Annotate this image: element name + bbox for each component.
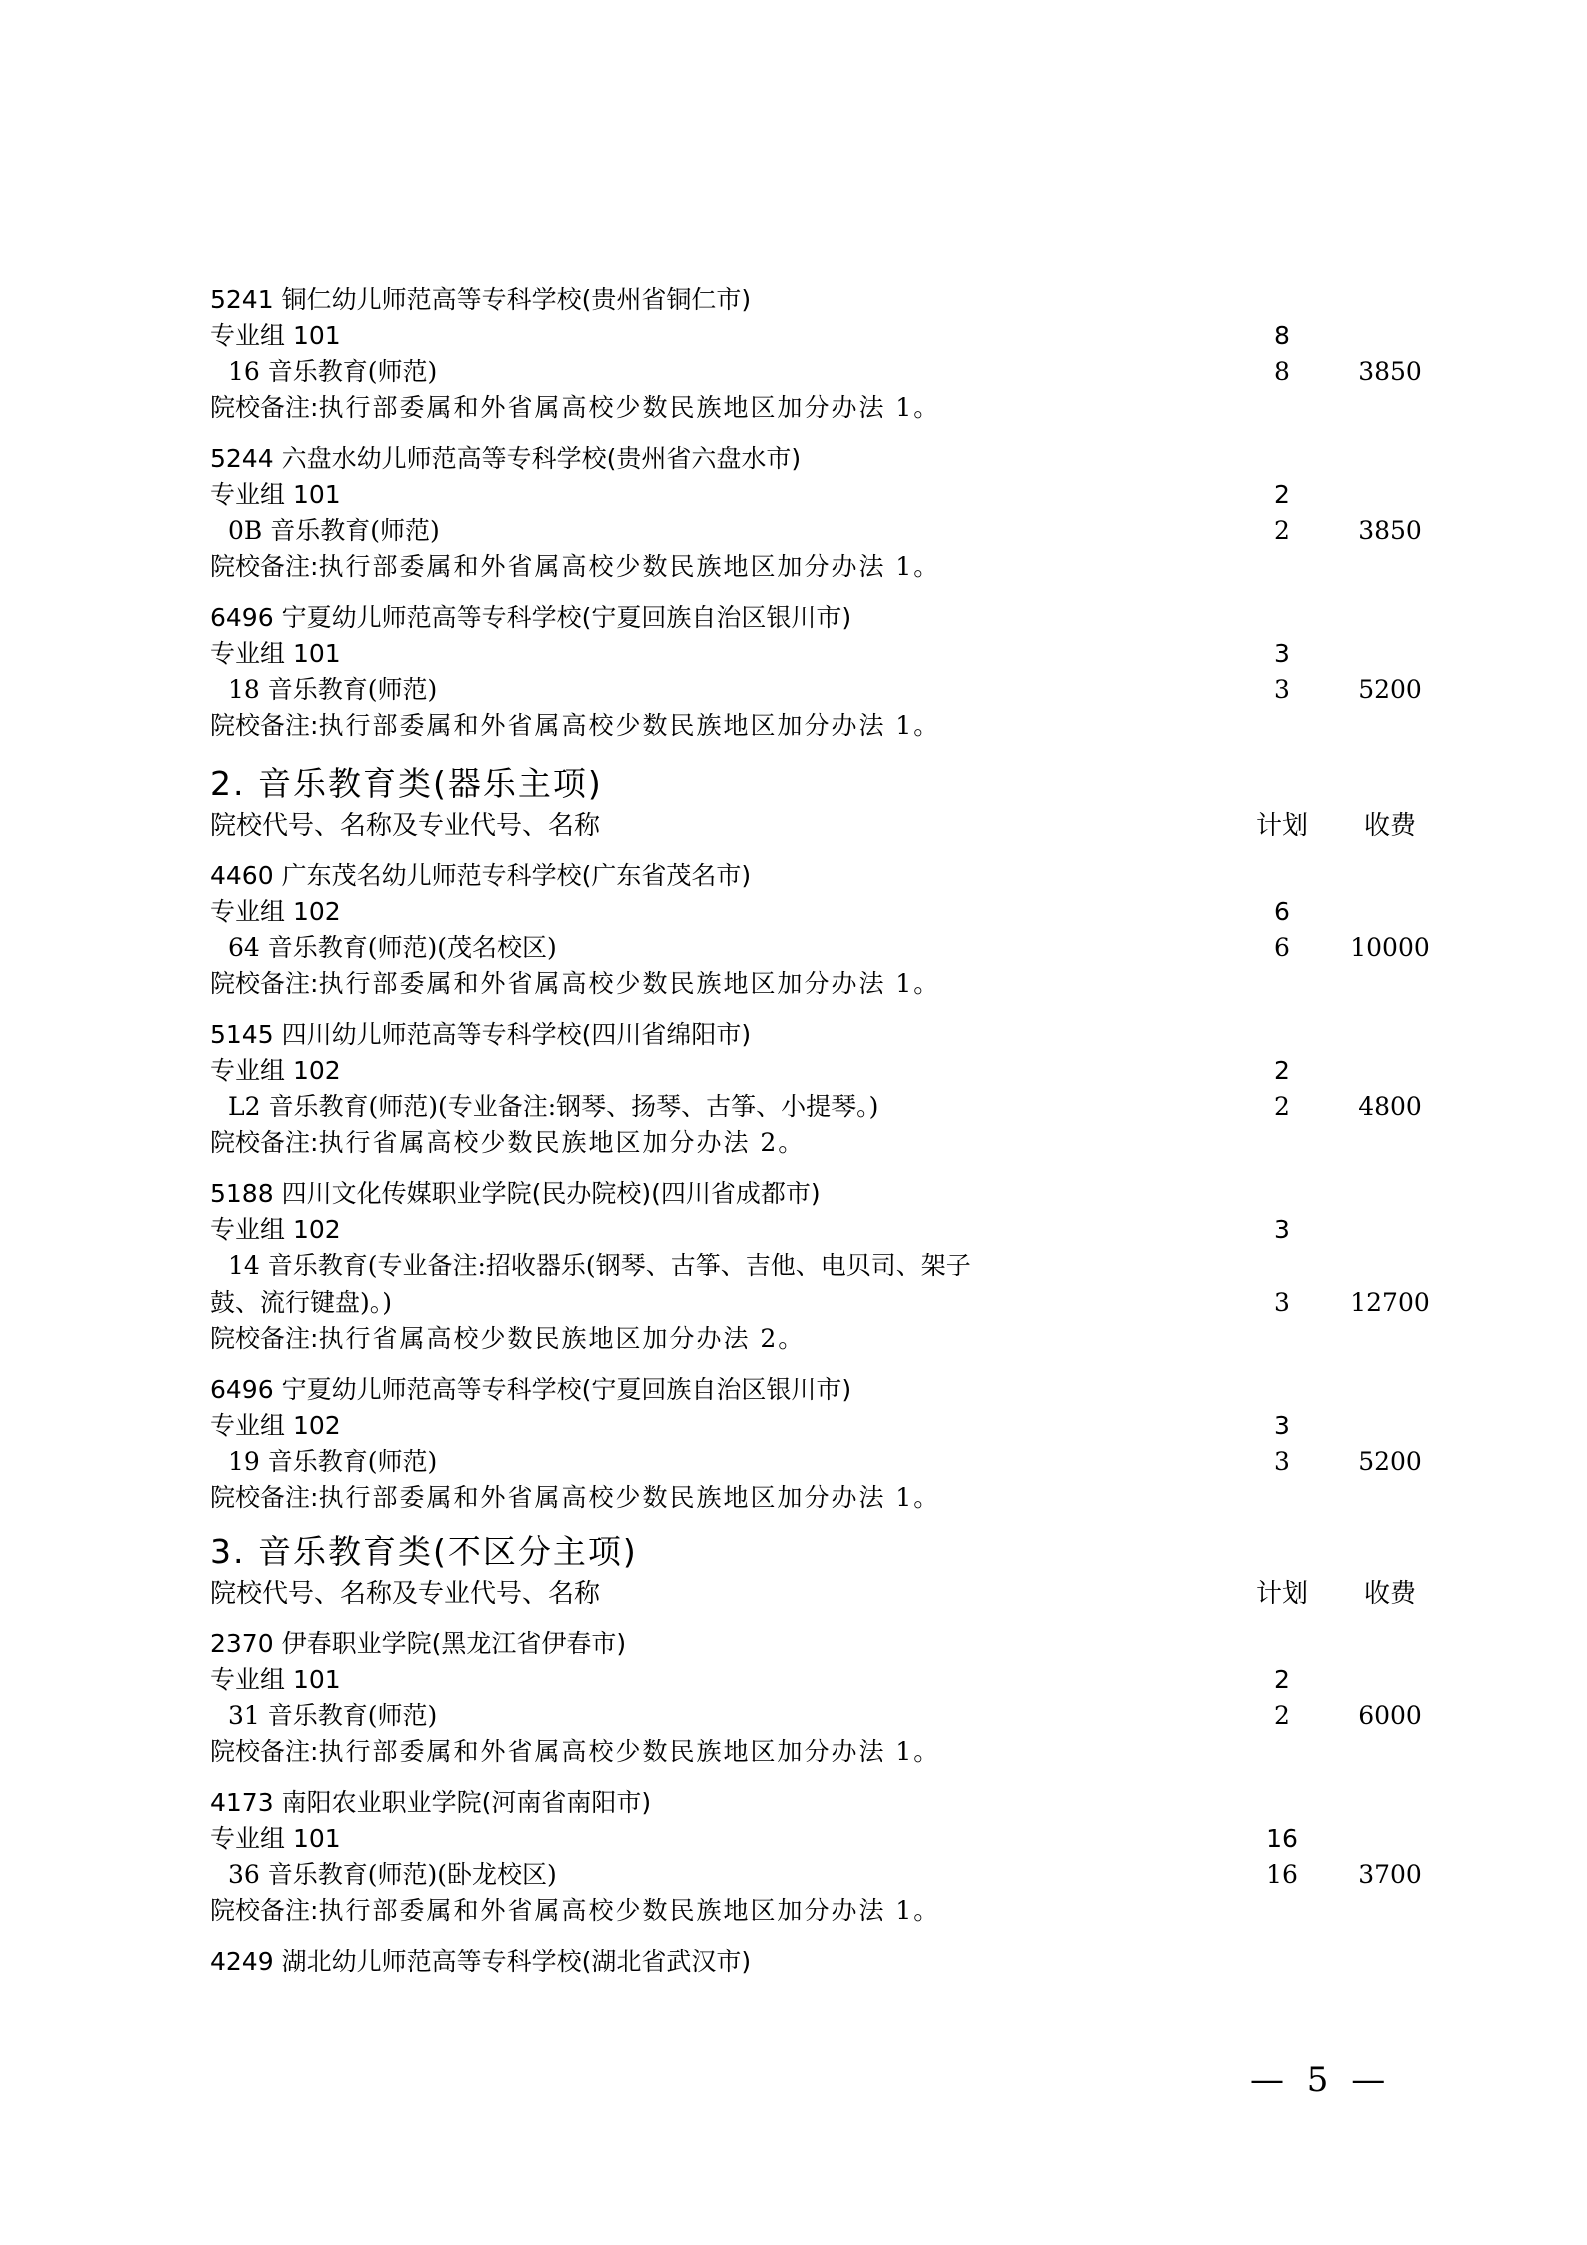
note-label: 院校备注: [210, 711, 319, 740]
group-label: 专业组 102 [210, 1056, 341, 1085]
school-name [210, 1944, 1437, 1980]
major-plan: 2 [1274, 1701, 1290, 1730]
group-label: 专业组 102 [210, 1215, 341, 1244]
header-fee: 收费 [1363, 811, 1416, 841]
major-name-continued: 鼓、流行键盘)。) [210, 1288, 393, 1317]
note-label: 院校备注: [210, 1483, 319, 1512]
note-text: 执行省属高校少数民族地区加分办法 2。 [318, 1128, 806, 1157]
major-fee: 10000 [1350, 933, 1430, 962]
group-plan: 3 [1274, 1411, 1290, 1440]
note-label: 院校备注: [210, 393, 319, 422]
school-name-text: 4249 湖北幼儿师范高等专科学校(湖北省武汉市) [210, 1947, 752, 1976]
group-plan: 3 [1274, 639, 1290, 668]
school-name-text: 2370 伊春职业学院(黑龙江省伊春市) [210, 1629, 627, 1658]
major-plan: 8 [1274, 357, 1290, 386]
major-row [210, 1698, 1437, 1734]
school-note [210, 1893, 1437, 1929]
group-plan: 2 [1274, 480, 1290, 509]
page-number: — 5 — [1250, 2060, 1392, 2100]
school-name-text: 4460 广东茂名幼儿师范专科学校(广东省茂名市) [210, 861, 752, 890]
major-fee: 3850 [1358, 357, 1422, 386]
school-name [210, 282, 1437, 318]
school-name [210, 1017, 1437, 1053]
major-plan: 3 [1274, 1447, 1290, 1476]
school-note [210, 708, 1437, 744]
school-name-text: 6496 宁夏幼儿师范高等专科学校(宁夏回族自治区银川市) [210, 1375, 852, 1404]
major-name: 16 音乐教育(师范) [228, 357, 438, 386]
school-name [210, 1626, 1437, 1662]
school-name [210, 1176, 1437, 1212]
note-label: 院校备注: [210, 1896, 319, 1925]
major-row [210, 930, 1437, 966]
school-name-text: 4173 南阳农业职业学院(河南省南阳市) [210, 1788, 652, 1817]
major-row [210, 513, 1437, 549]
header-name: 院校代号、名称及专业代号、名称 [210, 1579, 601, 1609]
major-fee: 3700 [1358, 1860, 1422, 1889]
school-note [210, 390, 1437, 426]
major-plan: 2 [1274, 516, 1290, 545]
major-row [210, 1248, 1437, 1284]
group-label: 专业组 102 [210, 897, 341, 926]
major-group [210, 318, 1437, 354]
major-name: 31 音乐教育(师范) [228, 1701, 438, 1730]
major-group [210, 894, 1437, 930]
group-label: 专业组 101 [210, 1824, 341, 1853]
school-name [210, 858, 1437, 894]
major-fee: 6000 [1358, 1701, 1422, 1730]
school-name-text: 5188 四川文化传媒职业学院(民办院校)(四川省成都市) [210, 1179, 821, 1208]
major-group [210, 1821, 1437, 1857]
school-note [210, 966, 1437, 1002]
major-group [210, 1212, 1437, 1248]
header-name: 院校代号、名称及专业代号、名称 [210, 811, 601, 841]
major-plan: 16 [1266, 1860, 1298, 1889]
major-plan: 6 [1274, 933, 1290, 962]
major-row-continued [210, 1285, 1437, 1321]
group-plan: 3 [1274, 1215, 1290, 1244]
school-name-text: 5241 铜仁幼儿师范高等专科学校(贵州省铜仁市) [210, 285, 752, 314]
major-name: L2 音乐教育(师范)(专业备注:钢琴、扬琴、古筝、小提琴。) [228, 1092, 879, 1121]
group-label: 专业组 101 [210, 639, 341, 668]
major-name: 0B 音乐教育(师范) [228, 516, 440, 545]
major-row [210, 672, 1437, 708]
school-name [210, 1785, 1437, 1821]
major-group [210, 1662, 1437, 1698]
major-plan: 3 [1274, 1288, 1290, 1317]
major-row [210, 1089, 1437, 1125]
column-header [210, 808, 1437, 844]
major-fee: 12700 [1350, 1288, 1430, 1317]
group-plan: 2 [1274, 1665, 1290, 1694]
school-note [210, 1734, 1437, 1770]
school-note [210, 1125, 1437, 1161]
note-text: 执行部委属和外省属高校少数民族地区加分办法 1。 [318, 711, 941, 740]
group-plan: 16 [1266, 1824, 1298, 1853]
group-label: 专业组 101 [210, 480, 341, 509]
column-header [210, 1576, 1437, 1612]
note-text: 执行部委属和外省属高校少数民族地区加分办法 1。 [318, 969, 941, 998]
major-fee: 3850 [1358, 516, 1422, 545]
school-note [210, 1321, 1437, 1357]
note-text: 执行部委属和外省属高校少数民族地区加分办法 1。 [318, 552, 941, 581]
note-text: 执行部委属和外省属高校少数民族地区加分办法 1。 [318, 1896, 941, 1925]
school-name [210, 1372, 1437, 1408]
major-plan: 3 [1274, 675, 1290, 704]
group-label: 专业组 102 [210, 1411, 341, 1440]
header-plan: 计划 [1255, 1579, 1308, 1609]
major-group [210, 636, 1437, 672]
major-name: 14 音乐教育(专业备注:招收器乐(钢琴、古筝、吉他、电贝司、架子 [228, 1251, 971, 1280]
school-name-text: 5145 四川幼儿师范高等专科学校(四川省绵阳市) [210, 1020, 752, 1049]
school-name [210, 600, 1437, 636]
note-label: 院校备注: [210, 969, 319, 998]
header-fee: 收费 [1363, 1579, 1416, 1609]
section-title: 2. 音乐教育类(器乐主项) [210, 764, 603, 803]
note-text: 执行部委属和外省属高校少数民族地区加分办法 1。 [318, 393, 941, 422]
major-group [210, 1408, 1437, 1444]
major-group [210, 477, 1437, 513]
school-note [210, 1480, 1437, 1516]
major-name: 36 音乐教育(师范)(卧龙校区) [228, 1860, 557, 1889]
major-fee: 5200 [1358, 675, 1422, 704]
note-text: 执行部委属和外省属高校少数民族地区加分办法 1。 [318, 1737, 941, 1766]
school-name [210, 441, 1437, 477]
note-label: 院校备注: [210, 1737, 319, 1766]
major-name: 64 音乐教育(师范)(茂名校区) [228, 933, 557, 962]
group-plan: 6 [1274, 897, 1290, 926]
major-name: 18 音乐教育(师范) [228, 675, 438, 704]
section-title: 3. 音乐教育类(不区分主项) [210, 1532, 638, 1571]
note-text: 执行省属高校少数民族地区加分办法 2。 [318, 1324, 806, 1353]
school-note [210, 549, 1437, 585]
note-label: 院校备注: [210, 1128, 319, 1157]
major-row [210, 1444, 1437, 1480]
note-label: 院校备注: [210, 1324, 319, 1353]
major-fee: 5200 [1358, 1447, 1422, 1476]
group-plan: 2 [1274, 1056, 1290, 1085]
major-name: 19 音乐教育(师范) [228, 1447, 438, 1476]
major-fee: 4800 [1358, 1092, 1422, 1121]
group-plan: 8 [1274, 321, 1290, 350]
school-name-text: 5244 六盘水幼儿师范高等专科学校(贵州省六盘水市) [210, 444, 802, 473]
note-text: 执行部委属和外省属高校少数民族地区加分办法 1。 [318, 1483, 941, 1512]
major-plan: 2 [1274, 1092, 1290, 1121]
major-row [210, 354, 1437, 390]
school-name-text: 6496 宁夏幼儿师范高等专科学校(宁夏回族自治区银川市) [210, 603, 852, 632]
major-group [210, 1053, 1437, 1089]
header-plan: 计划 [1255, 811, 1308, 841]
note-label: 院校备注: [210, 552, 319, 581]
group-label: 专业组 101 [210, 321, 341, 350]
group-label: 专业组 101 [210, 1665, 341, 1694]
major-row [210, 1857, 1437, 1893]
